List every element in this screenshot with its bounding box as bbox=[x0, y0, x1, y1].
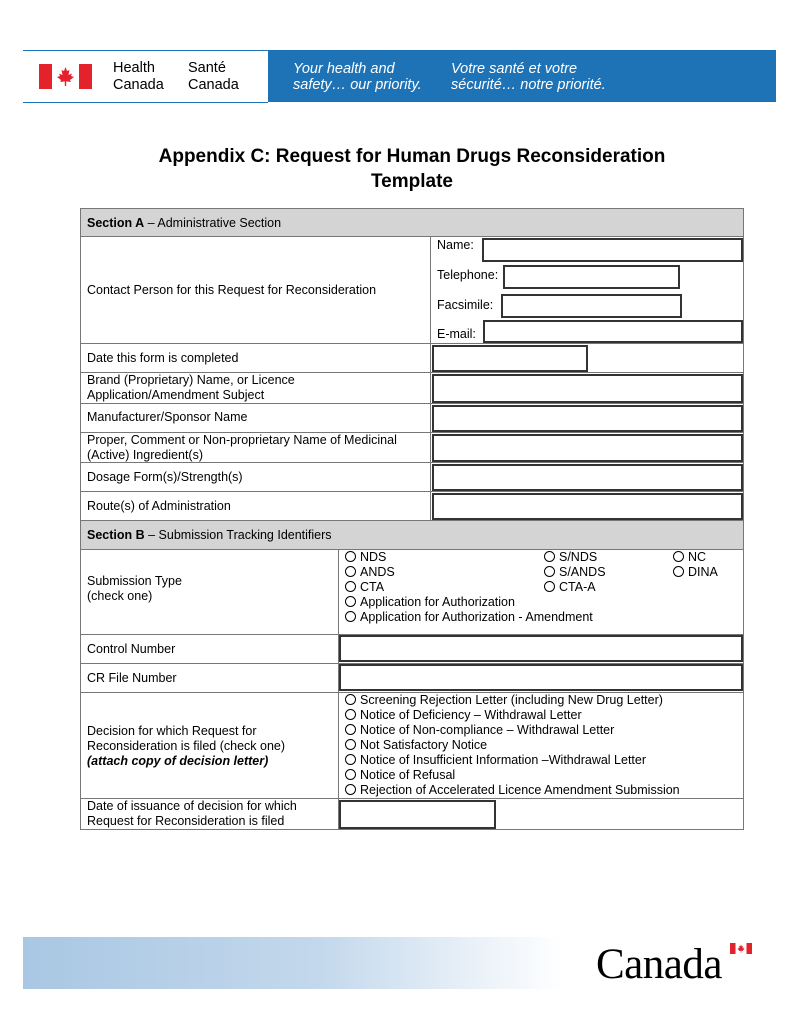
decision-option[interactable] bbox=[345, 723, 614, 738]
proper-name-row bbox=[80, 433, 744, 463]
name-field[interactable] bbox=[482, 238, 743, 262]
canada-wordmark-flag-icon bbox=[730, 943, 752, 954]
radio-icon[interactable] bbox=[345, 709, 356, 720]
radio-icon[interactable] bbox=[345, 754, 356, 765]
route-label: Route(s) of Administration bbox=[87, 499, 231, 513]
column-divider bbox=[430, 404, 431, 432]
date-completed-field[interactable] bbox=[432, 345, 588, 372]
brand-label-line1: Brand (Proprietary) Name, or Licence bbox=[87, 373, 295, 387]
issuance-date-row bbox=[80, 799, 744, 830]
option-cta-a-label: CTA-A bbox=[559, 580, 596, 594]
dept-fr-line2: Canada bbox=[188, 77, 239, 93]
decision-label bbox=[87, 724, 285, 769]
control-number-field[interactable] bbox=[339, 635, 743, 662]
column-divider bbox=[430, 237, 431, 343]
header-motto-banner bbox=[268, 50, 776, 102]
contact-person-label: Contact Person for this Request for Reconsideration bbox=[87, 283, 377, 297]
date-completed-row bbox=[80, 344, 744, 373]
submission-type-label-line1: Submission Type bbox=[87, 574, 182, 588]
name-label: Name: bbox=[437, 238, 474, 252]
issuance-date-label bbox=[87, 799, 297, 829]
option-nc-label: NC bbox=[688, 550, 707, 564]
department-name-english bbox=[113, 60, 164, 94]
submission-type-label bbox=[87, 574, 182, 604]
option-nc[interactable] bbox=[673, 550, 706, 565]
motto-french bbox=[451, 61, 606, 93]
option-application-for-authorization[interactable] bbox=[345, 595, 515, 610]
option-ands-label: ANDS bbox=[360, 565, 395, 579]
dept-fr-line1: Santé bbox=[188, 60, 226, 76]
dosage-label: Dosage Form(s)/Strength(s) bbox=[87, 470, 243, 484]
control-number-row bbox=[80, 635, 744, 664]
brand-name-field[interactable] bbox=[432, 374, 743, 403]
decision-option-label: Notice of Refusal bbox=[360, 768, 456, 782]
contact-person-row bbox=[80, 237, 744, 344]
radio-icon[interactable] bbox=[345, 611, 356, 622]
motto-fr-line1: Votre santé et votre bbox=[451, 61, 578, 77]
radio-icon[interactable] bbox=[345, 581, 356, 592]
decision-option[interactable] bbox=[345, 693, 663, 708]
column-divider bbox=[430, 373, 431, 403]
radio-icon[interactable] bbox=[673, 551, 684, 562]
column-divider bbox=[430, 433, 431, 462]
title-line2: Template bbox=[370, 171, 453, 192]
radio-icon[interactable] bbox=[345, 566, 356, 577]
option-s-nds-label: S/NDS bbox=[559, 550, 598, 564]
decision-option-label: Notice of Insufficient Information –Withdrawal Letter bbox=[360, 753, 647, 767]
cr-file-number-label: CR File Number bbox=[87, 671, 177, 685]
radio-icon[interactable] bbox=[345, 694, 356, 705]
issuance-label-line2: Request for Reconsideration is filed bbox=[87, 814, 285, 828]
radio-icon[interactable] bbox=[345, 784, 356, 795]
decision-option-label: Not Satisfactory Notice bbox=[360, 738, 488, 752]
radio-icon[interactable] bbox=[544, 566, 555, 577]
radio-icon[interactable] bbox=[345, 739, 356, 750]
email-field[interactable] bbox=[483, 320, 743, 343]
submission-type-label-line2: (check one) bbox=[87, 589, 153, 603]
option-nds-label: NDS bbox=[360, 550, 387, 564]
facsimile-field[interactable] bbox=[501, 294, 682, 318]
decision-label-line2: Reconsideration is filed (check one) bbox=[87, 739, 286, 753]
dosage-row bbox=[80, 463, 744, 492]
decision-option-label: Screening Rejection Letter (including New Drug Letter) bbox=[360, 693, 663, 707]
motto-en-line1: Your health and bbox=[293, 61, 395, 77]
page-title bbox=[80, 144, 744, 194]
radio-icon[interactable] bbox=[544, 551, 555, 562]
proper-name-field[interactable] bbox=[432, 434, 743, 462]
decision-option[interactable] bbox=[345, 768, 455, 783]
telephone-field[interactable] bbox=[503, 265, 680, 289]
option-cta[interactable] bbox=[345, 580, 384, 595]
motto-fr-line2: sécurité… notre priorité. bbox=[451, 77, 606, 93]
option-nds[interactable] bbox=[345, 550, 386, 565]
decision-option-label: Notice of Deficiency – Withdrawal Letter bbox=[360, 708, 582, 722]
section-a-heading bbox=[80, 208, 744, 237]
option-s-ands-label: S/ANDS bbox=[559, 565, 606, 579]
route-row bbox=[80, 492, 744, 521]
cr-file-number-field[interactable] bbox=[339, 664, 743, 691]
proper-label-line2: (Active) Ingredient(s) bbox=[87, 448, 204, 462]
dept-en-line2: Canada bbox=[113, 77, 164, 93]
radio-icon[interactable] bbox=[345, 724, 356, 735]
section-b-subtitle: – Submission Tracking Identifiers bbox=[144, 528, 332, 542]
option-application-for-authorization-amendment[interactable] bbox=[345, 610, 593, 625]
manufacturer-label: Manufacturer/Sponsor Name bbox=[87, 410, 248, 424]
decision-option[interactable] bbox=[345, 783, 680, 798]
canada-wordmark: Canada bbox=[596, 941, 722, 988]
radio-icon[interactable] bbox=[544, 581, 555, 592]
manufacturer-row bbox=[80, 404, 744, 433]
radio-icon[interactable] bbox=[345, 596, 356, 607]
radio-icon[interactable] bbox=[345, 769, 356, 780]
decision-option-label: Notice of Non-compliance – Withdrawal Letter bbox=[360, 723, 615, 737]
option-ands[interactable] bbox=[345, 565, 395, 580]
section-b-title: Section B bbox=[87, 528, 145, 542]
column-divider bbox=[430, 463, 431, 491]
radio-icon[interactable] bbox=[673, 566, 684, 577]
option-cta-label: CTA bbox=[360, 580, 385, 594]
decision-option[interactable] bbox=[345, 738, 487, 753]
canada-flag-icon bbox=[39, 64, 92, 89]
decision-option-label: Rejection of Accelerated Licence Amendment Submission bbox=[360, 783, 680, 797]
section-a-subtitle: – Administrative Section bbox=[144, 216, 282, 230]
brand-name-row bbox=[80, 373, 744, 404]
option-dina[interactable] bbox=[673, 565, 718, 580]
telephone-label: Telephone: bbox=[437, 268, 499, 282]
motto-en-line2: safety… our priority. bbox=[293, 77, 422, 93]
section-b-heading bbox=[80, 521, 744, 550]
decision-option[interactable] bbox=[345, 708, 582, 723]
option-s-nds[interactable] bbox=[544, 550, 597, 565]
cr-file-number-row bbox=[80, 664, 744, 693]
header-identity bbox=[23, 50, 268, 103]
email-label: E-mail: bbox=[437, 327, 476, 341]
brand-label-line2: Application/Amendment Subject bbox=[87, 388, 265, 402]
option-cta-a[interactable] bbox=[544, 580, 596, 595]
reconsideration-form bbox=[80, 208, 744, 830]
column-divider bbox=[338, 550, 339, 634]
manufacturer-field[interactable] bbox=[432, 405, 743, 432]
decision-label-line3: (attach copy of decision letter) bbox=[87, 754, 269, 768]
option-s-ands[interactable] bbox=[544, 565, 606, 580]
dept-en-line1: Health bbox=[113, 60, 155, 76]
date-completed-label: Date this form is completed bbox=[87, 351, 239, 365]
motto-english bbox=[293, 61, 422, 93]
column-divider bbox=[430, 492, 431, 520]
title-line1: Appendix C: Request for Human Drugs Reconsideration bbox=[158, 146, 666, 167]
option-afa-label: Application for Authorization bbox=[360, 595, 515, 609]
footer-gradient-bar bbox=[23, 937, 563, 989]
option-dina-label: DINA bbox=[688, 565, 718, 579]
issuance-date-field[interactable] bbox=[339, 800, 496, 829]
decision-option[interactable] bbox=[345, 753, 646, 768]
brand-name-label bbox=[87, 373, 295, 403]
option-afa-amendment-label: Application for Authorization - Amendment bbox=[360, 610, 593, 624]
issuance-label-line1: Date of issuance of decision for which bbox=[87, 799, 297, 813]
decision-row bbox=[80, 693, 744, 799]
control-number-label: Control Number bbox=[87, 642, 176, 656]
dosage-field[interactable] bbox=[432, 464, 743, 491]
column-divider bbox=[338, 693, 339, 798]
facsimile-label: Facsimile: bbox=[437, 298, 494, 312]
submission-type-row bbox=[80, 550, 744, 635]
proper-name-label bbox=[87, 433, 397, 463]
radio-icon[interactable] bbox=[345, 551, 356, 562]
route-field[interactable] bbox=[432, 493, 743, 520]
section-a-title: Section A bbox=[87, 216, 145, 230]
department-name-french bbox=[188, 60, 239, 94]
proper-label-line1: Proper, Comment or Non-proprietary Name of Medicinal bbox=[87, 433, 397, 447]
decision-label-line1: Decision for which Request for bbox=[87, 724, 257, 738]
column-divider bbox=[430, 344, 431, 372]
